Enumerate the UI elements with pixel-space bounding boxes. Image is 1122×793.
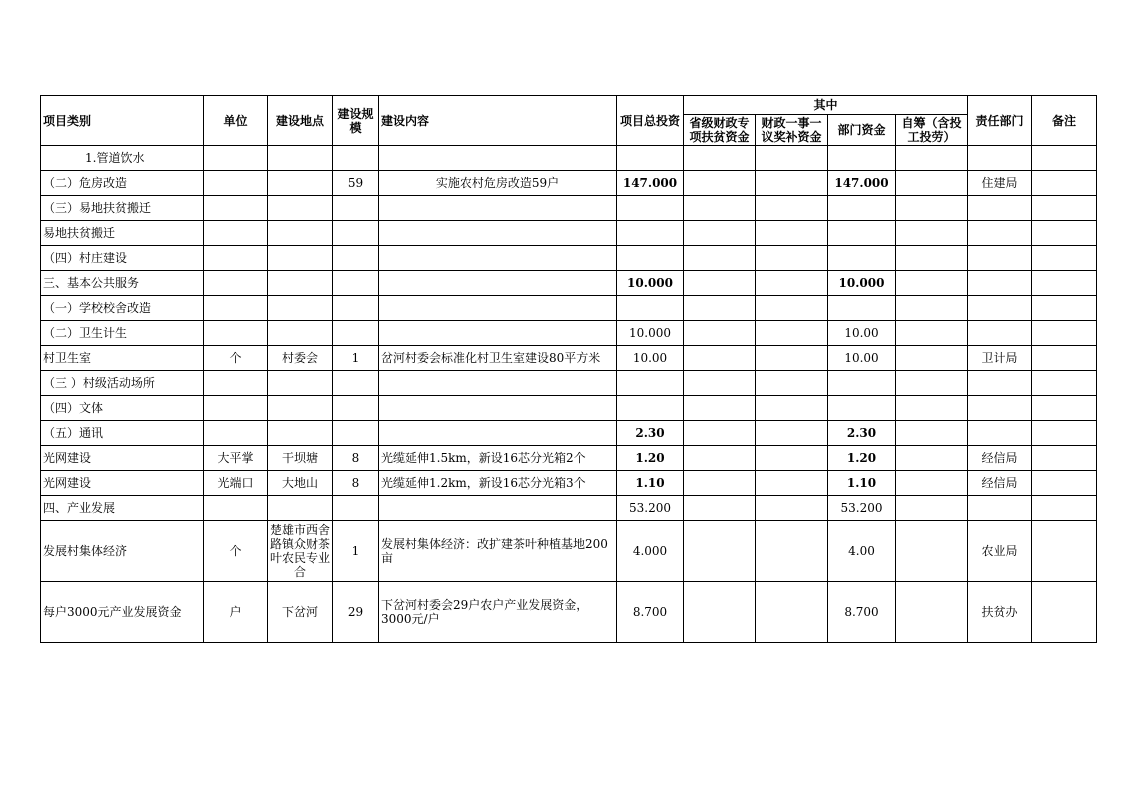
- cell-prov: [684, 471, 756, 496]
- cell-content: [379, 496, 617, 521]
- cell-location: [268, 396, 333, 421]
- cell-yishi: [756, 421, 828, 446]
- cell-total: 10.00: [617, 346, 684, 371]
- cell-category: （四）村庄建设: [41, 246, 204, 271]
- table-row: [41, 346, 1097, 371]
- cell-note: [1032, 246, 1097, 271]
- cell-resp: 住建局: [968, 171, 1032, 196]
- header-scale: 建设规模: [333, 96, 379, 146]
- cell-category: （四）文体: [41, 396, 204, 421]
- cell-total: 2.30: [617, 421, 684, 446]
- table-row: [41, 582, 1097, 643]
- cell-yishi: [756, 346, 828, 371]
- cell-unit: [204, 421, 268, 446]
- cell-location: [268, 321, 333, 346]
- cell-note: [1032, 196, 1097, 221]
- cell-note: [1032, 321, 1097, 346]
- cell-unit: [204, 296, 268, 321]
- cell-resp: 经信局: [968, 471, 1032, 496]
- cell-note: [1032, 521, 1097, 582]
- cell-self: [896, 582, 968, 643]
- cell-category: 每户3000元产业发展资金: [41, 582, 204, 643]
- cell-note: [1032, 446, 1097, 471]
- cell-location: [268, 196, 333, 221]
- cell-location: 楚雄市西舍路镇众财茶叶农民专业合: [268, 521, 333, 582]
- cell-scale: [333, 396, 379, 421]
- table-row: [41, 196, 1097, 221]
- cell-resp: [968, 496, 1032, 521]
- cell-self: [896, 171, 968, 196]
- cell-prov: [684, 246, 756, 271]
- header-dept: 部门资金: [828, 115, 896, 146]
- cell-scale: 1: [333, 521, 379, 582]
- cell-note: [1032, 271, 1097, 296]
- cell-location: [268, 146, 333, 171]
- cell-self: [896, 296, 968, 321]
- cell-scale: 8: [333, 446, 379, 471]
- cell-note: [1032, 582, 1097, 643]
- cell-scale: [333, 246, 379, 271]
- cell-total: 1.10: [617, 471, 684, 496]
- cell-content: [379, 296, 617, 321]
- cell-category: （二）卫生计生: [41, 321, 204, 346]
- cell-note: [1032, 496, 1097, 521]
- table-row: [41, 446, 1097, 471]
- cell-prov: [684, 371, 756, 396]
- cell-dept: [828, 396, 896, 421]
- cell-content: [379, 321, 617, 346]
- cell-dept: 53.200: [828, 496, 896, 521]
- cell-yishi: [756, 246, 828, 271]
- cell-category: （二）危房改造: [41, 171, 204, 196]
- cell-dept: 1.20: [828, 446, 896, 471]
- cell-location: [268, 171, 333, 196]
- cell-total: 10.000: [617, 271, 684, 296]
- cell-category: 三、基本公共服务: [41, 271, 204, 296]
- cell-prov: [684, 582, 756, 643]
- header-category: 项目类别: [41, 96, 204, 146]
- cell-note: [1032, 471, 1097, 496]
- cell-prov: [684, 196, 756, 221]
- cell-yishi: [756, 321, 828, 346]
- table-row: [41, 146, 1097, 171]
- cell-self: [896, 371, 968, 396]
- cell-total: [617, 246, 684, 271]
- cell-yishi: [756, 496, 828, 521]
- cell-prov: [684, 146, 756, 171]
- cell-total: [617, 196, 684, 221]
- table-row: [41, 271, 1097, 296]
- cell-scale: [333, 196, 379, 221]
- header-location: 建设地点: [268, 96, 333, 146]
- cell-prov: [684, 296, 756, 321]
- cell-scale: 1: [333, 346, 379, 371]
- cell-category: 光网建设: [41, 446, 204, 471]
- cell-prov: [684, 271, 756, 296]
- cell-yishi: [756, 446, 828, 471]
- cell-self: [896, 421, 968, 446]
- cell-resp: [968, 221, 1032, 246]
- cell-category: 发展村集体经济: [41, 521, 204, 582]
- cell-dept: [828, 221, 896, 246]
- cell-total: [617, 296, 684, 321]
- cell-content: [379, 221, 617, 246]
- cell-content: [379, 146, 617, 171]
- cell-prov: [684, 446, 756, 471]
- cell-category: （三 ）村级活动场所: [41, 371, 204, 396]
- cell-scale: [333, 321, 379, 346]
- cell-dept: [828, 371, 896, 396]
- cell-yishi: [756, 146, 828, 171]
- cell-scale: [333, 496, 379, 521]
- cell-location: 下岔河: [268, 582, 333, 643]
- cell-yishi: [756, 371, 828, 396]
- cell-note: [1032, 396, 1097, 421]
- cell-category: 村卫生室: [41, 346, 204, 371]
- cell-category: 1.管道饮水: [41, 146, 204, 171]
- cell-content: [379, 396, 617, 421]
- header-self: 自筹（含投工投劳）: [896, 115, 968, 146]
- cell-dept: 10.000: [828, 271, 896, 296]
- cell-yishi: [756, 171, 828, 196]
- cell-self: [896, 146, 968, 171]
- cell-location: [268, 371, 333, 396]
- cell-location: [268, 271, 333, 296]
- cell-content: 下岔河村委会29户农户产业发展资金，3000元/户: [379, 582, 617, 643]
- cell-resp: [968, 321, 1032, 346]
- cell-self: [896, 246, 968, 271]
- cell-content: [379, 421, 617, 446]
- cell-content: [379, 271, 617, 296]
- cell-resp: [968, 296, 1032, 321]
- cell-yishi: [756, 271, 828, 296]
- cell-note: [1032, 221, 1097, 246]
- cell-content: 光缆延伸1.5km，新设16芯分光箱2个: [379, 446, 617, 471]
- cell-scale: 29: [333, 582, 379, 643]
- cell-content: [379, 371, 617, 396]
- cell-total: [617, 396, 684, 421]
- cell-self: [896, 271, 968, 296]
- cell-prov: [684, 396, 756, 421]
- header-prov: 省级财政专项扶贫资金: [684, 115, 756, 146]
- cell-yishi: [756, 196, 828, 221]
- cell-resp: 卫计局: [968, 346, 1032, 371]
- cell-location: [268, 221, 333, 246]
- cell-note: [1032, 296, 1097, 321]
- cell-unit: [204, 196, 268, 221]
- cell-content: [379, 196, 617, 221]
- cell-note: [1032, 146, 1097, 171]
- cell-prov: [684, 521, 756, 582]
- cell-self: [896, 496, 968, 521]
- cell-location: 村委会: [268, 346, 333, 371]
- cell-total: 147.000: [617, 171, 684, 196]
- cell-resp: [968, 421, 1032, 446]
- header-resp: 责任部门: [968, 96, 1032, 146]
- table-row: [41, 421, 1097, 446]
- table-row: [41, 371, 1097, 396]
- cell-unit: [204, 146, 268, 171]
- cell-dept: [828, 246, 896, 271]
- cell-yishi: [756, 396, 828, 421]
- table-row: [41, 521, 1097, 582]
- cell-content: 发展村集体经济：改扩建茶叶种植基地200亩: [379, 521, 617, 582]
- cell-scale: [333, 146, 379, 171]
- cell-note: [1032, 421, 1097, 446]
- cell-unit: [204, 271, 268, 296]
- header-note: 备注: [1032, 96, 1097, 146]
- cell-total: [617, 221, 684, 246]
- cell-unit: 个: [204, 521, 268, 582]
- header-of-which: 其中: [684, 96, 968, 115]
- cell-scale: 8: [333, 471, 379, 496]
- cell-prov: [684, 321, 756, 346]
- cell-unit: [204, 171, 268, 196]
- cell-location: [268, 296, 333, 321]
- cell-dept: 2.30: [828, 421, 896, 446]
- cell-scale: 59: [333, 171, 379, 196]
- cell-dept: [828, 146, 896, 171]
- cell-self: [896, 321, 968, 346]
- cell-total: 4.000: [617, 521, 684, 582]
- cell-total: 53.200: [617, 496, 684, 521]
- cell-dept: 1.10: [828, 471, 896, 496]
- cell-prov: [684, 346, 756, 371]
- cell-resp: 扶贫办: [968, 582, 1032, 643]
- cell-self: [896, 346, 968, 371]
- cell-category: （三）易地扶贫搬迁: [41, 196, 204, 221]
- header-total: 项目总投资: [617, 96, 684, 146]
- table-row: [41, 246, 1097, 271]
- cell-prov: [684, 421, 756, 446]
- cell-category: 光网建设: [41, 471, 204, 496]
- cell-total: 10.000: [617, 321, 684, 346]
- cell-yishi: [756, 521, 828, 582]
- cell-resp: [968, 246, 1032, 271]
- header-unit: 单位: [204, 96, 268, 146]
- table-row: [41, 321, 1097, 346]
- cell-self: [896, 446, 968, 471]
- cell-unit: [204, 396, 268, 421]
- cell-unit: [204, 221, 268, 246]
- cell-dept: 10.00: [828, 346, 896, 371]
- cell-unit: [204, 321, 268, 346]
- cell-location: [268, 246, 333, 271]
- cell-unit: [204, 371, 268, 396]
- cell-unit: [204, 246, 268, 271]
- cell-dept: [828, 196, 896, 221]
- cell-category: （一）学校校舍改造: [41, 296, 204, 321]
- cell-unit: [204, 496, 268, 521]
- cell-scale: [333, 271, 379, 296]
- cell-total: [617, 371, 684, 396]
- cell-content: 岔河村委会标准化村卫生室建设80平方米: [379, 346, 617, 371]
- cell-self: [896, 396, 968, 421]
- cell-scale: [333, 421, 379, 446]
- cell-content: 光缆延伸1.2km，新设16芯分光箱3个: [379, 471, 617, 496]
- cell-self: [896, 196, 968, 221]
- cell-total: 8.700: [617, 582, 684, 643]
- cell-yishi: [756, 471, 828, 496]
- cell-content: [379, 246, 617, 271]
- header-content: 建设内容: [379, 96, 617, 146]
- cell-prov: [684, 221, 756, 246]
- cell-resp: [968, 146, 1032, 171]
- cell-note: [1032, 346, 1097, 371]
- cell-dept: 8.700: [828, 582, 896, 643]
- cell-prov: [684, 171, 756, 196]
- cell-category: 易地扶贫搬迁: [41, 221, 204, 246]
- cell-yishi: [756, 296, 828, 321]
- cell-resp: [968, 196, 1032, 221]
- cell-scale: [333, 296, 379, 321]
- cell-location: 干坝塘: [268, 446, 333, 471]
- cell-yishi: [756, 582, 828, 643]
- cell-unit: 户: [204, 582, 268, 643]
- cell-category: （五）通讯: [41, 421, 204, 446]
- cell-category: 四、产业发展: [41, 496, 204, 521]
- cell-dept: 147.000: [828, 171, 896, 196]
- cell-resp: 农业局: [968, 521, 1032, 582]
- cell-dept: 10.00: [828, 321, 896, 346]
- cell-note: [1032, 171, 1097, 196]
- cell-self: [896, 221, 968, 246]
- cell-self: [896, 521, 968, 582]
- table-row: [41, 396, 1097, 421]
- investment-table: [40, 95, 1097, 643]
- table-row: [41, 221, 1097, 246]
- header-yishi: 财政一事一议奖补资金: [756, 115, 828, 146]
- cell-unit: 光端口: [204, 471, 268, 496]
- cell-note: [1032, 371, 1097, 396]
- cell-dept: [828, 296, 896, 321]
- cell-scale: [333, 371, 379, 396]
- cell-prov: [684, 496, 756, 521]
- cell-scale: [333, 221, 379, 246]
- cell-self: [896, 471, 968, 496]
- cell-total: [617, 146, 684, 171]
- cell-yishi: [756, 221, 828, 246]
- cell-dept: 4.00: [828, 521, 896, 582]
- cell-resp: [968, 271, 1032, 296]
- table-row: [41, 496, 1097, 521]
- cell-resp: [968, 371, 1032, 396]
- cell-location: [268, 421, 333, 446]
- cell-location: [268, 496, 333, 521]
- table-row: [41, 296, 1097, 321]
- table-row: [41, 471, 1097, 496]
- table-row: [41, 171, 1097, 196]
- cell-unit: 个: [204, 346, 268, 371]
- cell-resp: 经信局: [968, 446, 1032, 471]
- cell-resp: [968, 396, 1032, 421]
- cell-total: 1.20: [617, 446, 684, 471]
- cell-unit: 大平掌: [204, 446, 268, 471]
- cell-location: 大地山: [268, 471, 333, 496]
- cell-content: 实施农村危房改造59户: [379, 171, 617, 196]
